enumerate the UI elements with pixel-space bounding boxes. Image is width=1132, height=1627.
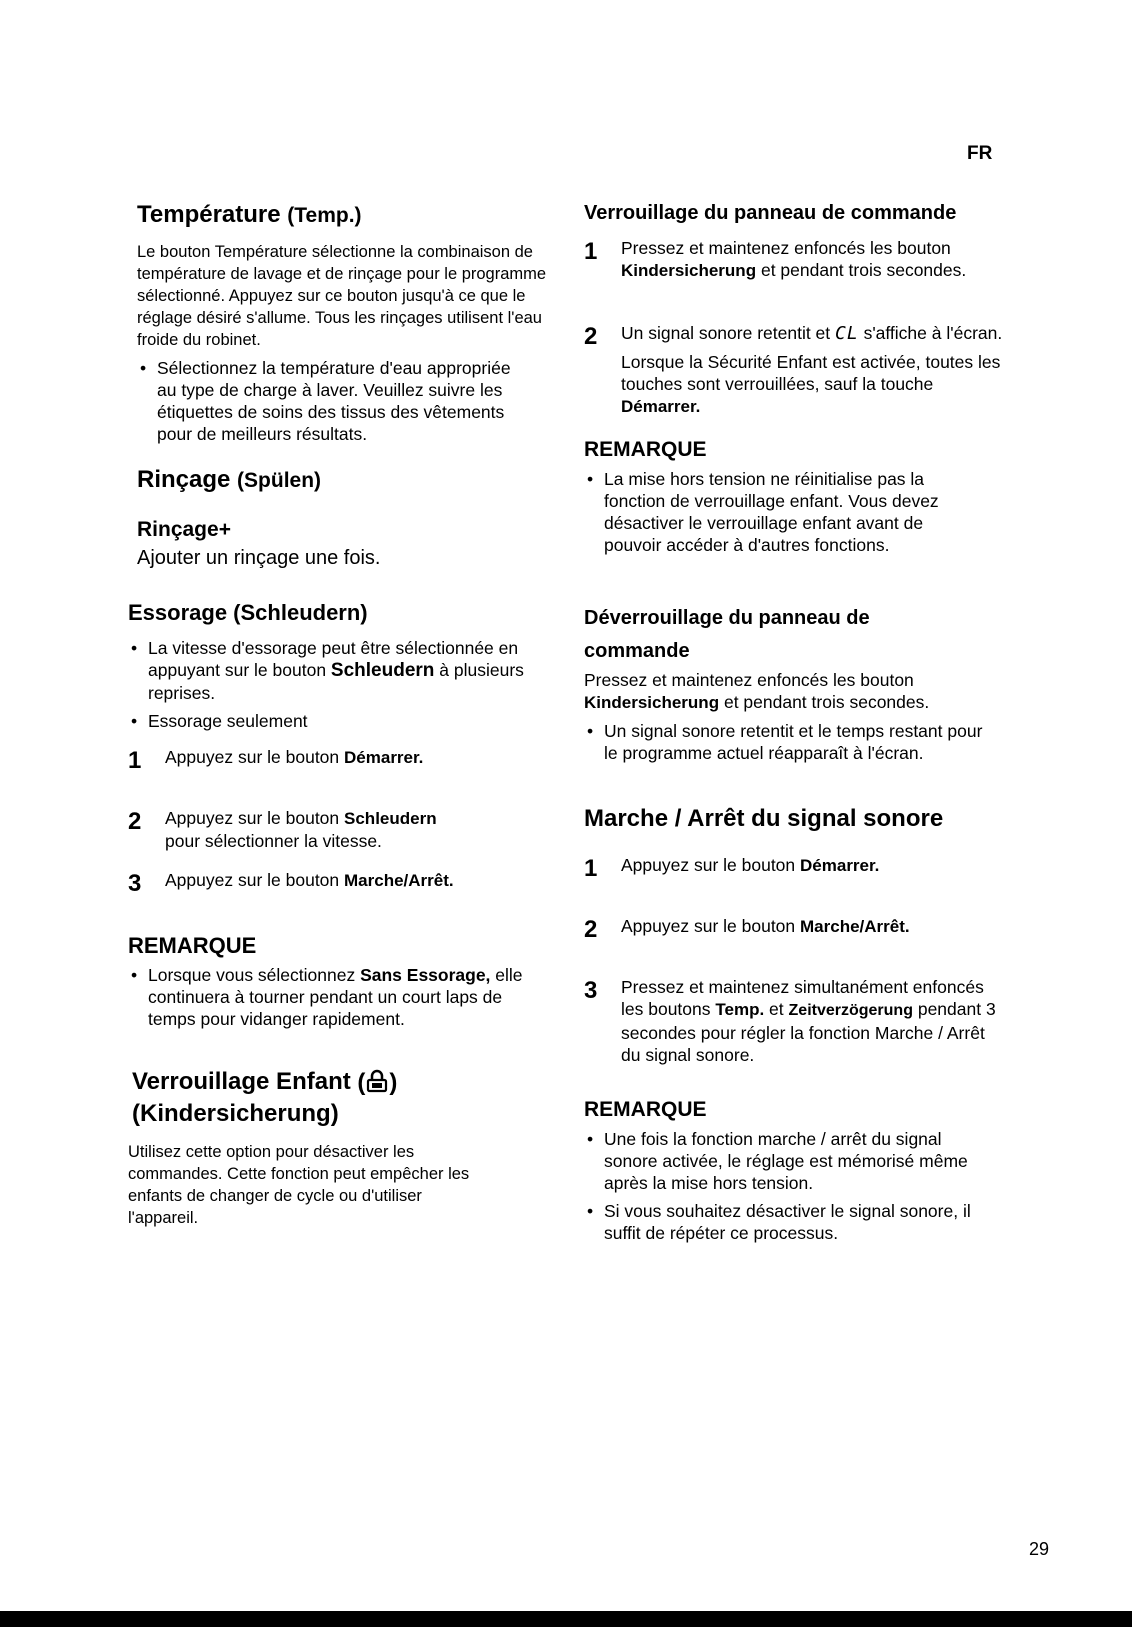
temperature-paragraph: Le bouton Température sélectionne la combinaison de température de lavage et de rinçage pour le programme sélectionné. Appuyez sur ce bouton jusqu'à ce que le réglage désiré s'allume. Tous les rinçages utilisent l'eau froide du robinet. bbox=[137, 243, 547, 349]
lock-panel-step-1: 1 Pressez et maintenez enfoncés les bouton Kindersicherung et pendant trois secondes. bbox=[584, 238, 967, 280]
buzzer-step-2: 2 Appuyez sur le bouton Marche/Arrêt. bbox=[584, 916, 910, 943]
unlock-panel-heading: Déverrouillage du panneau de commande bbox=[584, 607, 870, 662]
unlock-panel-paragraph: Pressez et maintenez enfoncés les bouton Kindersicherung et pendant trois secondes. bbox=[584, 670, 930, 712]
remarque-1-heading: REMARQUE bbox=[584, 438, 707, 461]
list-item: • Une fois la fonction marche / arrêt du signal sonore activée, le réglage est mémorisé même après la mise hors tension. bbox=[584, 1128, 979, 1194]
rincage-plus-text: Ajouter un rinçage une fois. bbox=[137, 547, 381, 569]
rincage-heading: Rinçage (Spülen) bbox=[137, 466, 322, 493]
page-number: 29 bbox=[1029, 1539, 1050, 1559]
left-column bbox=[128, 200, 553, 1229]
list-item: • Essorage seulement bbox=[128, 710, 533, 732]
remarque-2-bullets bbox=[584, 1128, 979, 1244]
remarque-bullets bbox=[128, 964, 528, 1030]
temperature-heading: Température (Temp.) bbox=[137, 201, 362, 228]
list-item: • La vitesse d'essorage peut être sélectionnée en appuyant sur le bouton Schleudern à plusieurs reprises. bbox=[128, 637, 533, 704]
list-item: • La mise hors tension ne réinitialise pas la fonction de verrouillage enfant. Vous devez désactiver le verrouillage enfant avant de pouvoir accéder à d'autres fonctions. bbox=[584, 468, 979, 556]
verrouillage-enfant-heading: Verrouillage Enfant ( ) (Kindersicherung) bbox=[132, 1068, 398, 1127]
buzzer-step-3: 3 Pressez et maintenez simultanément enfoncés les boutons Temp. et Zeitverzögerung pendant 3 secondes pour régler la fonction Marche / Arrêt du signal sonore. bbox=[584, 977, 996, 1065]
rincage-plus-heading: Rinçage+ bbox=[137, 518, 231, 541]
essorage-step-3: 3 Appuyez sur le bouton Marche/Arrêt. bbox=[128, 870, 454, 897]
essorage-heading: Essorage (Schleudern) bbox=[128, 600, 368, 625]
remarque-heading: REMARQUE bbox=[128, 933, 257, 958]
list-item: • Si vous souhaitez désactiver le signal sonore, il suffit de répéter ce processus. bbox=[584, 1200, 979, 1244]
lock-panel-step-2-note: Lorsque la Sécurité Enfant est activée, toutes les touches sont verrouillées, sauf la touche Démarrer. bbox=[621, 352, 1001, 416]
language-label: FR bbox=[967, 143, 993, 164]
lock-panel-heading: Verrouillage du panneau de commande bbox=[584, 202, 957, 224]
remarque-1-bullets bbox=[584, 468, 979, 556]
unlock-panel-bullets bbox=[584, 720, 984, 764]
bottom-edge-bar bbox=[0, 1611, 1132, 1627]
list-item: • Un signal sonore retentit et le temps restant pour le programme actuel réapparaît à l'écran. bbox=[584, 720, 984, 764]
temperature-bullets bbox=[137, 357, 517, 445]
lock-icon: ( ) bbox=[357, 1069, 398, 1096]
remarque-2-heading: REMARQUE bbox=[584, 1098, 707, 1121]
list-item: • Sélectionnez la température d'eau appropriée au type de charge à laver. Veuillez suivre les étiquettes de soins des tissus des vêtements pour de meilleurs résultats. bbox=[137, 357, 517, 445]
verrouillage-enfant-paragraph: Utilisez cette option pour désactiver les commandes. Cette fonction peut empêcher les enfants de changer de cycle ou d'utiliser l'appareil. bbox=[128, 1143, 470, 1227]
essorage-bullets bbox=[128, 637, 533, 732]
list-item: • Lorsque vous sélectionnez Sans Essorage, elle continuera à tourner pendant un court laps de temps pour vidanger rapidement. bbox=[128, 964, 528, 1030]
cl-display-glyph: CL bbox=[835, 323, 859, 344]
buzzer-heading: Marche / Arrêt du signal sonore bbox=[584, 805, 944, 832]
essorage-step-2: 2 Appuyez sur le bouton Schleudern pour sélectionner la vitesse. bbox=[128, 808, 437, 851]
buzzer-step-1: 1 Appuyez sur le bouton Démarrer. bbox=[584, 855, 880, 882]
essorage-step-1: 1 Appuyez sur le bouton Démarrer. bbox=[128, 747, 424, 774]
lock-panel-step-2: 2 Un signal sonore retentit et CL s'affiche à l'écran. Lorsque la Sécurité Enfant est activée, toutes les touches sont verrouillées, sauf la touche Démarrer. bbox=[584, 323, 1003, 416]
right-column bbox=[584, 200, 1004, 1244]
